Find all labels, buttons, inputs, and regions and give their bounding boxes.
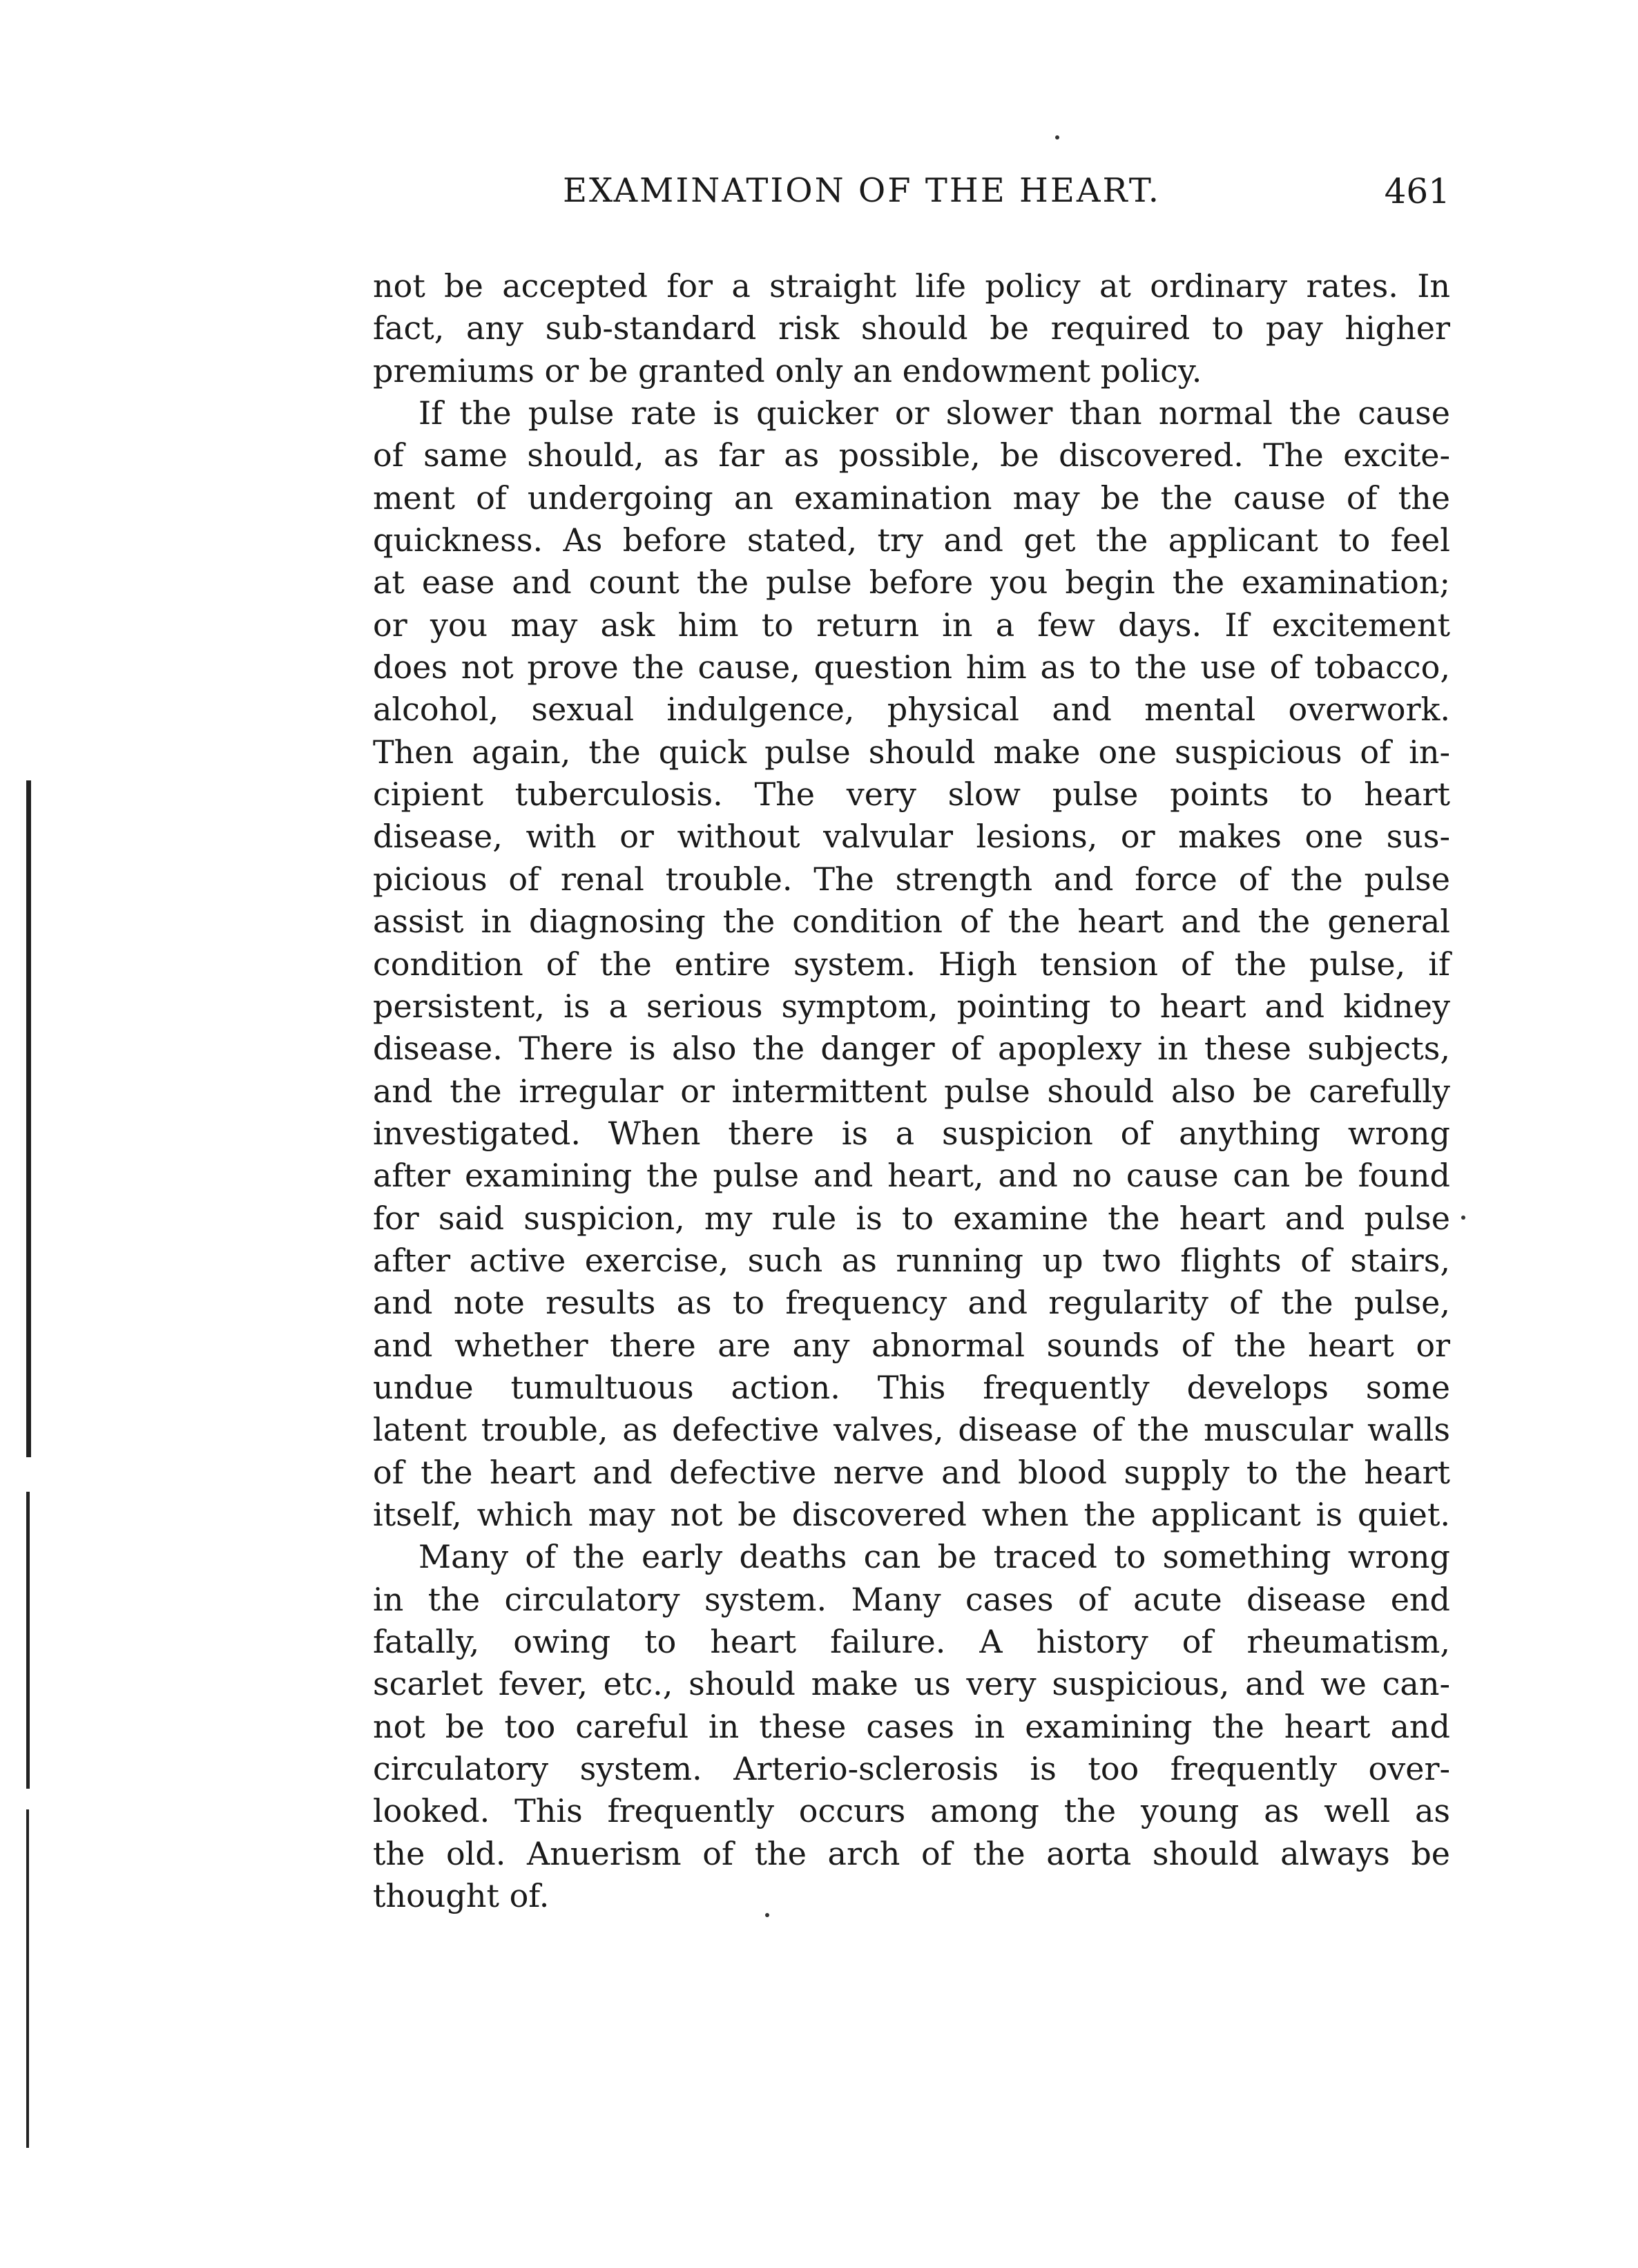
text-line: alcohol, sexual indulgence, physical and mental overwork. bbox=[373, 691, 1450, 729]
running-title: EXAMINATION OF THE HEART. bbox=[563, 171, 1162, 210]
text-line: thought of. bbox=[373, 1877, 550, 1915]
text-line: undue tumultuous action. This frequently develops some bbox=[373, 1368, 1450, 1406]
body-text bbox=[373, 265, 1450, 1917]
page-number: 461 bbox=[1384, 171, 1450, 211]
text-line: or you may ask him to return in a few days. If excitement bbox=[373, 606, 1450, 644]
text-line: persistent, is a serious symptom, pointing to heart and kidney bbox=[373, 987, 1450, 1025]
text-line: fatally, owing to heart failure. A history of rheumatism, bbox=[373, 1623, 1450, 1660]
paragraph-start-line: If the pulse rate is quicker or slower than normal the cause bbox=[418, 394, 1450, 432]
text-line: and the irregular or intermittent pulse should also be carefully bbox=[373, 1072, 1450, 1110]
text-line: condition of the entire system. High tension of the pulse, if bbox=[373, 945, 1450, 983]
binding-edge-artifact bbox=[26, 1809, 29, 2148]
text-line: cipient tuberculosis. The very slow pulse points to heart bbox=[373, 776, 1450, 814]
text-line: and whether there are any abnormal sounds of the heart or bbox=[373, 1326, 1450, 1364]
text-line: latent trouble, as defective valves, disease of the muscular walls bbox=[373, 1411, 1450, 1449]
scan-speck bbox=[1055, 135, 1059, 140]
text-line: at ease and count the pulse before you begin the examination; bbox=[373, 564, 1450, 602]
text-line: in the circulatory system. Many cases of acute disease end bbox=[373, 1580, 1450, 1618]
text-line: picious of renal trouble. The strength and force of the pulse bbox=[373, 860, 1450, 898]
text-line: Then again, the quick pulse should make one suspicious of in- bbox=[373, 733, 1450, 771]
binding-edge-artifact bbox=[26, 780, 31, 1457]
text-line: disease, with or without valvular lesions, or makes one sus- bbox=[373, 818, 1450, 856]
running-head bbox=[373, 171, 1450, 227]
text-line: after examining the pulse and heart, and no cause can be found bbox=[373, 1157, 1450, 1195]
text-line: itself, which may not be discovered when the applicant is quiet. bbox=[373, 1495, 1450, 1533]
text-line: does not prove the cause, question him as to the use of tobacco, bbox=[373, 648, 1450, 686]
text-line: assist in diagnosing the condition of the heart and the general bbox=[373, 903, 1450, 941]
text-line: quickness. As before stated, try and get the applicant to feel bbox=[373, 521, 1450, 559]
text-line: looked. This frequently occurs among the young as well as bbox=[373, 1792, 1450, 1830]
text-line: of same should, as far as possible, be discovered. The excite- bbox=[373, 436, 1450, 474]
text-line: and note results as to frequency and regularity of the pulse, bbox=[373, 1284, 1450, 1322]
text-line: scarlet fever, etc., should make us very suspicious, and we can- bbox=[373, 1665, 1450, 1703]
text-line: of the heart and defective nerve and blood supply to the heart bbox=[373, 1453, 1450, 1491]
text-line: fact, any sub-standard risk should be required to pay higher bbox=[373, 309, 1450, 347]
binding-edge-artifact bbox=[26, 1492, 30, 1789]
text-line: after active exercise, such as running up two flights of stairs, bbox=[373, 1241, 1450, 1279]
text-line: not be accepted for a straight life policy at ordinary rates. In bbox=[373, 267, 1450, 305]
text-line: premiums or be granted only an endowment policy. bbox=[373, 352, 1202, 390]
text-line: for said suspicion, my rule is to examine the heart and pulse bbox=[373, 1199, 1450, 1237]
text-line: disease. There is also the danger of apoplexy in these subjects, bbox=[373, 1030, 1450, 1068]
paragraph-start-line: Many of the early deaths can be traced to something wrong bbox=[418, 1538, 1450, 1576]
text-line: investigated. When there is a suspicion of anything wrong bbox=[373, 1114, 1450, 1152]
text-line: the old. Anuerism of the arch of the aorta should always be bbox=[373, 1834, 1450, 1872]
text-line: circulatory system. Arterio-sclerosis is too frequently over- bbox=[373, 1750, 1450, 1788]
text-line: ment of undergoing an examination may be the cause of the bbox=[373, 479, 1450, 517]
scan-speck bbox=[1461, 1215, 1465, 1220]
text-line: not be too careful in these cases in examining the heart and bbox=[373, 1707, 1450, 1745]
